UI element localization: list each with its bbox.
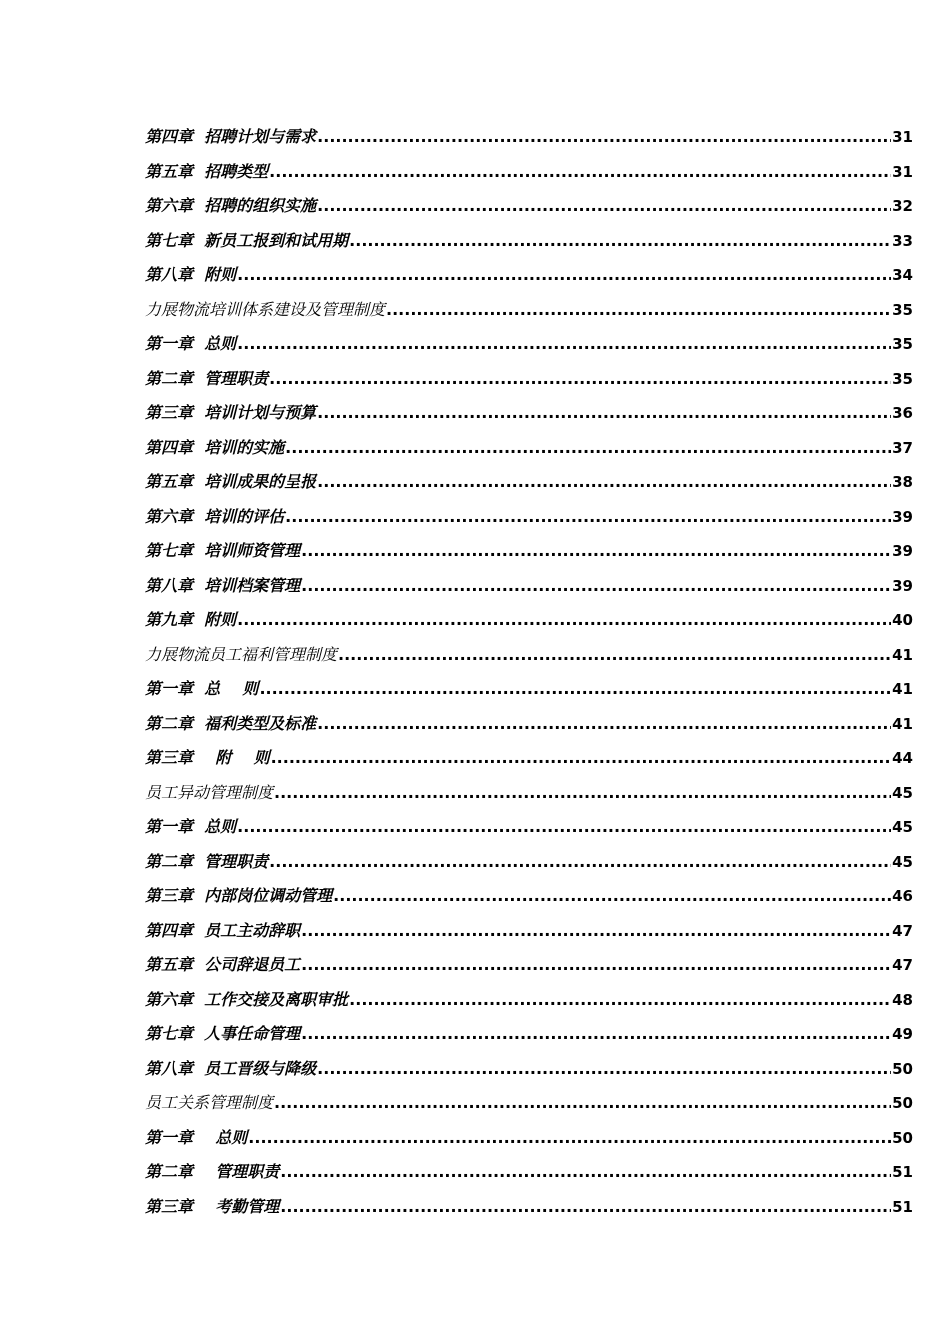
toc-entry[interactable] <box>145 603 913 638</box>
toc-entry-title: 第五章 培训成果的呈报 <box>145 472 317 491</box>
toc-entry-page-number: 45 <box>892 818 913 836</box>
toc-entry-title: 第四章 培训的实施 <box>145 437 285 457</box>
toc-dot-leader <box>269 155 891 190</box>
toc-dot-leader <box>317 707 891 742</box>
toc-entry-title: 第四章 员工主动辞职 <box>145 920 301 940</box>
toc-entry-title: 员工异动管理制度 <box>145 782 274 802</box>
toc-entry-page-number: 35 <box>892 369 913 388</box>
toc-entry[interactable] <box>145 914 913 949</box>
toc-entry-page-number: 32 <box>892 197 913 215</box>
toc-entry-page-number: 51 <box>892 1197 913 1216</box>
toc-dot-leader <box>386 293 891 328</box>
toc-entry[interactable] <box>145 1190 913 1225</box>
toc-dot-leader <box>248 1121 891 1156</box>
toc-dot-leader <box>269 362 891 397</box>
toc-entry-page-number: 47 <box>892 921 913 940</box>
toc-entry-title: 第三章 附 则 <box>145 748 270 767</box>
toc-entry[interactable] <box>145 120 913 155</box>
toc-dot-leader <box>274 776 891 811</box>
toc-dot-leader <box>338 638 891 673</box>
toc-dot-leader <box>301 914 891 949</box>
toc-dot-leader <box>285 431 891 466</box>
toc-entry-page-number: 33 <box>892 231 913 250</box>
toc-dot-leader <box>269 845 891 880</box>
toc-entry-title: 第四章 招聘计划与需求 <box>145 127 317 146</box>
toc-dot-leader <box>237 258 891 293</box>
toc-entry-page-number: 35 <box>892 335 913 353</box>
toc-entry-title: 第三章 内部岗位调动管理 <box>145 886 333 905</box>
toc-entry-title: 第七章 新员工报到和试用期 <box>145 230 349 250</box>
toc-entry[interactable] <box>145 1017 913 1052</box>
toc-entry-page-number: 51 <box>892 1163 913 1181</box>
toc-entry-title: 第三章 考勤管理 <box>145 1196 280 1216</box>
toc-dot-leader <box>349 983 891 1018</box>
toc-entry[interactable] <box>145 707 913 742</box>
toc-dot-leader <box>237 603 891 638</box>
toc-entry[interactable] <box>145 362 913 397</box>
toc-entry-page-number: 40 <box>892 611 913 629</box>
toc-entry[interactable] <box>145 1052 913 1087</box>
toc-entry-page-number: 48 <box>892 990 913 1009</box>
toc-entry-page-number: 41 <box>892 680 913 698</box>
toc-entry-title: 第七章 人事任命管理 <box>145 1024 301 1043</box>
toc-entry-title: 力展物流员工福利管理制度 <box>145 644 338 664</box>
toc-entry[interactable] <box>145 189 913 224</box>
toc-dot-leader <box>349 224 891 259</box>
toc-dot-leader <box>274 1086 891 1121</box>
toc-entry-page-number: 38 <box>892 473 913 491</box>
toc-dot-leader <box>280 1190 891 1225</box>
toc-entry[interactable] <box>145 879 913 914</box>
toc-dot-leader <box>301 534 891 569</box>
toc-entry-page-number: 41 <box>892 645 913 664</box>
toc-entry-page-number: 45 <box>892 852 913 871</box>
toc-entry[interactable] <box>145 845 913 880</box>
toc-entry-page-number: 39 <box>892 507 913 526</box>
toc-entry-title: 第二章 福利类型及标准 <box>145 713 317 733</box>
toc-entry-title: 第八章 员工晋级与降级 <box>145 1058 317 1078</box>
toc-entry-title: 第一章 总则 <box>145 334 237 353</box>
toc-entry[interactable] <box>145 293 913 328</box>
toc-entry-page-number: 46 <box>892 887 913 905</box>
toc-dot-leader <box>285 500 891 535</box>
toc-entry-title: 第八章 附则 <box>145 265 237 284</box>
toc-entry[interactable] <box>145 465 913 500</box>
toc-dot-leader <box>237 810 891 845</box>
toc-entry-title: 第二章 管理职责 <box>145 368 269 388</box>
toc-entry-title: 第五章 招聘类型 <box>145 161 269 181</box>
toc-dot-leader <box>301 1017 891 1052</box>
toc-entry[interactable] <box>145 258 913 293</box>
toc-entry-page-number: 36 <box>892 404 913 422</box>
toc-entry-title: 力展物流培训体系建设及管理制度 <box>145 299 386 319</box>
toc-entry-page-number: 50 <box>892 1128 913 1147</box>
toc-entry[interactable] <box>145 810 913 845</box>
toc-entry-page-number: 45 <box>892 783 913 802</box>
toc-entry-page-number: 39 <box>892 542 913 560</box>
table-of-contents <box>145 120 913 1224</box>
toc-entry-page-number: 44 <box>892 749 913 767</box>
toc-entry-page-number: 50 <box>892 1094 913 1112</box>
toc-dot-leader <box>259 672 891 707</box>
toc-entry-title: 第五章 公司辞退员工 <box>145 955 301 974</box>
toc-entry-page-number: 31 <box>892 162 913 181</box>
toc-entry[interactable] <box>145 534 913 569</box>
toc-entry[interactable] <box>145 983 913 1018</box>
toc-dot-leader <box>317 1052 891 1087</box>
toc-entry-page-number: 35 <box>892 300 913 319</box>
toc-entry-title: 第三章 培训计划与预算 <box>145 403 317 422</box>
toc-entry-page-number: 47 <box>892 956 913 974</box>
toc-entry-page-number: 50 <box>892 1059 913 1078</box>
toc-entry-page-number: 49 <box>892 1025 913 1043</box>
toc-entry[interactable] <box>145 500 913 535</box>
toc-entry[interactable] <box>145 1086 913 1121</box>
toc-entry-page-number: 41 <box>892 714 913 733</box>
toc-entry-page-number: 31 <box>892 128 913 146</box>
toc-dot-leader <box>317 396 891 431</box>
toc-entry[interactable] <box>145 327 913 362</box>
toc-entry-title: 员工关系管理制度 <box>145 1093 274 1112</box>
toc-dot-leader <box>333 879 891 914</box>
toc-entry[interactable] <box>145 1121 913 1156</box>
toc-entry[interactable] <box>145 638 913 673</box>
toc-entry-page-number: 34 <box>892 266 913 284</box>
toc-entry[interactable] <box>145 741 913 776</box>
toc-entry-title: 第一章 总则 <box>145 817 237 836</box>
toc-entry[interactable] <box>145 948 913 983</box>
toc-entry-title: 第六章 招聘的组织实施 <box>145 196 317 215</box>
toc-entry-page-number: 39 <box>892 576 913 595</box>
toc-dot-leader <box>301 569 891 604</box>
toc-dot-leader <box>280 1155 891 1190</box>
toc-entry[interactable] <box>145 431 913 466</box>
toc-dot-leader <box>317 189 891 224</box>
toc-dot-leader <box>317 465 891 500</box>
toc-entry-title: 第七章 培训师资管理 <box>145 541 301 560</box>
toc-entry[interactable] <box>145 569 913 604</box>
toc-dot-leader <box>301 948 891 983</box>
toc-entry[interactable] <box>145 672 913 707</box>
toc-entry[interactable] <box>145 396 913 431</box>
toc-entry-title: 第六章 工作交接及离职审批 <box>145 989 349 1009</box>
toc-dot-leader <box>271 741 892 776</box>
toc-dot-leader <box>237 327 891 362</box>
toc-entry-title: 第六章 培训的评估 <box>145 506 285 526</box>
toc-entry[interactable] <box>145 776 913 811</box>
toc-dot-leader <box>317 120 891 155</box>
toc-entry[interactable] <box>145 1155 913 1190</box>
toc-entry[interactable] <box>145 224 913 259</box>
toc-entry-title: 第九章 附则 <box>145 610 237 629</box>
toc-entry-title: 第一章 总则 <box>145 1127 248 1147</box>
toc-entry-title: 第二章 管理职责 <box>145 1162 280 1181</box>
toc-entry-title: 第八章 培训档案管理 <box>145 575 301 595</box>
toc-entry[interactable] <box>145 155 913 190</box>
toc-entry-title: 第一章 总 则 <box>145 679 259 698</box>
toc-entry-title: 第二章 管理职责 <box>145 851 269 871</box>
toc-entry-page-number: 37 <box>892 438 913 457</box>
